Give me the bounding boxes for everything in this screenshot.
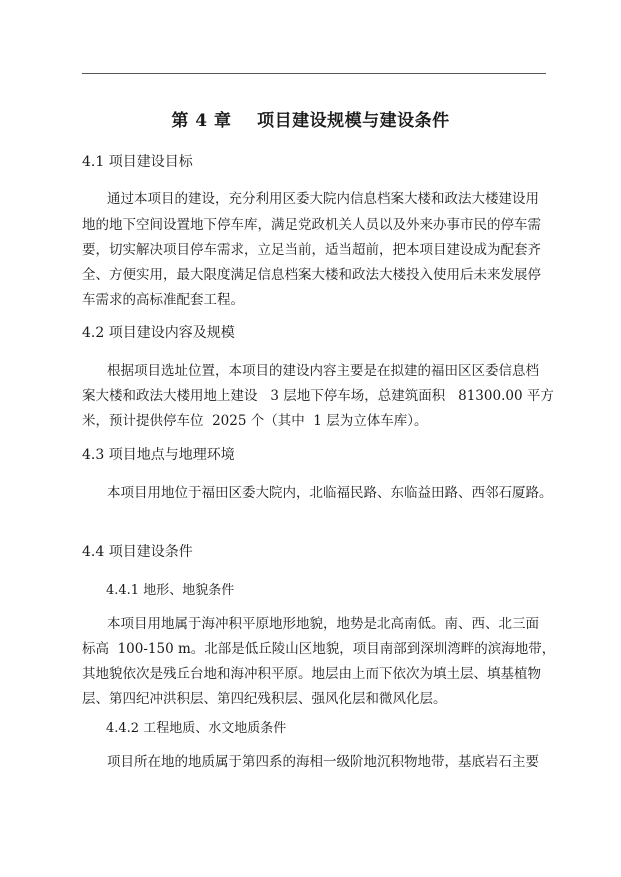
paragraph-line: 层、第四纪冲洪积层、第四纪残积层、强风化层和微风化层。 <box>82 691 447 707</box>
paragraph-line: 全、方便实用，最大限度满足信息档案大楼和政法大楼投入使用后未来发展停 <box>82 267 541 283</box>
paragraph-line: 本项目用地属于海冲积平原地形地貌，地势是北高南低。南、西、北三面 <box>107 616 539 632</box>
paragraph-line: 案大楼和政法大楼用地上建设 3 层地下停车场，总建筑面积 81300.00 平方 <box>82 388 554 404</box>
paragraph-line: 本项目用地位于福田区委大院内，北临福民路、东临益田路、西邻石厦路。 <box>107 485 553 501</box>
paragraph-line: 车需求的高标准配套工程。 <box>82 292 244 308</box>
subsection-heading-4-4-2: 4.4.2 工程地质、水文地质条件 <box>106 721 287 736</box>
paragraph-line: 其地貌依次是残丘台地和海冲积平原。地层由上而下依次为填土层、填基植物 <box>82 666 541 682</box>
paragraph-line: 米，预计提供停车位 2025 个（其中 1 层为立体车库）。 <box>82 413 428 429</box>
section-heading-4-1: 4.1 项目建设目标 <box>82 154 193 170</box>
subsection-heading-4-4-1: 4.4.1 地形、地貌条件 <box>106 583 235 598</box>
paragraph-line: 标高 100-150 m。北部是低丘陵山区地貌，项目南部到深圳湾畔的滨海地带， <box>82 641 556 657</box>
header-rule <box>82 73 546 74</box>
section-heading-4-3: 4.3 项目地点与地理环境 <box>82 447 235 463</box>
paragraph-line: 通过本项目的建设，充分利用区委大院内信息档案大楼和政法大楼建设用 <box>107 191 539 207</box>
paragraph-line: 要，切实解决项目停车需求，立足当前，适当超前，把本项目建设成为配套齐 <box>82 242 541 258</box>
paragraph-line: 地的地下空间设置地下停车库，满足党政机关人员以及外来办事市民的停车需 <box>82 217 541 233</box>
chapter-title: 第 4 章 项目建设规模与建设条件 <box>171 111 450 131</box>
paragraph-line: 根据项目选址位置，本项目的建设内容主要是在拟建的福田区区委信息档 <box>107 363 539 379</box>
paragraph-line: 项目所在地的地质属于第四系的海相一级阶地沉积物地带，基底岩石主要 <box>107 754 539 770</box>
section-heading-4-2: 4.2 项目建设内容及规模 <box>82 325 235 341</box>
section-heading-4-4: 4.4 项目建设条件 <box>82 544 193 560</box>
